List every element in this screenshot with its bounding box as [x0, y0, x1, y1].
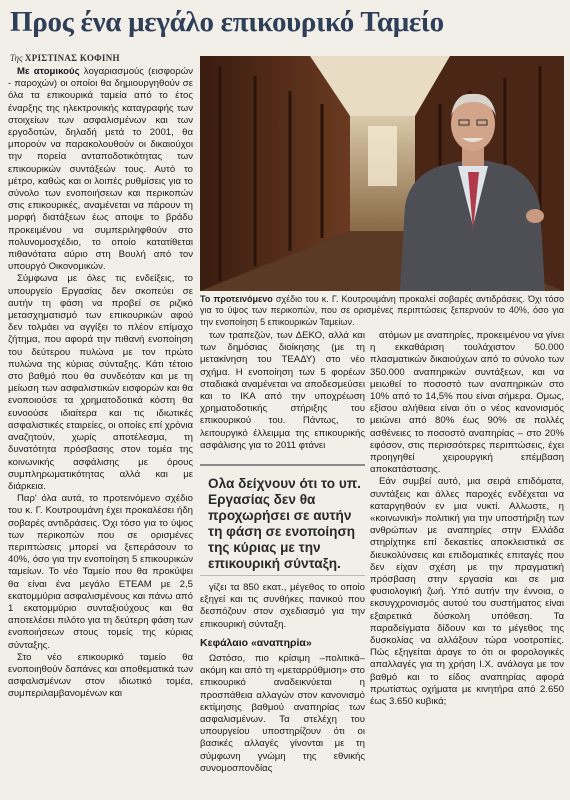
article-paragraph-8: ατόμων με αναπηρίες, προκειμένου να γίνει η εκκαθάριση τουλάχιστον 50.000 πλασματικών δικαιούχων από το σύνολο των 350.000 αναπηρικών συντάξεων, και να μειωθεί το ποσοστό των αναπηρικών στο 10% από το 14,5% που είναι σήμερα. Ομως, εξίσου αλήθεια είναι ότι ο νέος κανονισμός μειώνει από 80% έως 90% σε πολλές ασθένειες το ποσοστό αναπηρίας – στο 20% εφόσον, στις περισσότερες περιπτώσεις, έχει προηγηθεί χειρουργική επέμβαση αποκατάστασης.: [370, 330, 564, 476]
article-column-2-bottom: [200, 582, 365, 798]
article-column-3: [370, 330, 564, 798]
byline-author: ΧΡΙΣΤΙΝΑΣ ΚΟΦΙΝΗ: [24, 53, 120, 63]
article-paragraph-2: Σύμφωνα με όλες τις ενδείξεις, το υπουργείο Εργασίας δεν σκοπεύει σε αυτήν τη φάση να προβεί σε ριζικό μετασχηματισμό των επικουρικών αφού δεν τολμάει να αγγίξει το πλέον επίμαχο ζήτημα, που αφορά την πιθανή ενοποίηση του δεύτερου πυλώνα με τον πρώτο πυλώνα της κύριας σύνταξης. Κάτι τέτοιο στο βαθμό που θα συνδεόταν και με τη μείωση των ασφαλιστικών εισφορών και θα ενοποιούσε τα χρηματοδοτικά κόστη θα ευνοούσε ιδιαίτερα και τις ιδιωτικές ασφαλιστικές εταιρείες, οι οποίες επί χρόνια αναζητούν, χωρίς αποτέλεσμα, τη δυνατότητα πρόσβασης στον τομέα της κοινωνικής ασφάλισης με όρους συμπληρωματικότητας αλλά και με διάρκεια.: [8, 273, 193, 492]
article-column-2-top: [200, 330, 365, 460]
article-paragraph-9: Εάν συμβεί αυτό, μια σειρά επιδόματα, συντάξεις και άλλες παροχές ενδέχεται να καταργηθούν εν μια νυκτί. Αλλωστε, η «κοινωνική» πολιτική για την υποστήριξη των ανθρώπων με αναπηρίες στην Ελλάδα στηρίχτηκε επί δεκαετίες αποκλειστικά σε διευκολύνσεις και επιδοματικές επιταγές που δεν είχαν σχέση με την πραγματική πρόσβαση στην εργασία και σε μια φυσιολογική ζωή. Υπό αυτήν την έννοια, ο εκσυγχρονισμός αυτού του συστήματος είναι εξαιρετικά δύσκολη υπόθεση. Τα παραδείγματα δίδουν και το μέγεθος της δυσκολίας να αλλάξουν τώρα νοοτροπίες. Πώς εξηγείται άραγε το ότι οι φορολογικές απαλλαγές για τη χρήση Ι.Χ. ανάλογα με τον βαθμό και το είδος αναπηρίας αφορά πρωτίστως οχήματα με κινητήρα από 2.650 έως 3.650 κυβικά;: [370, 476, 564, 708]
article-paragraph-3: Παρ' όλα αυτά, το προτεινόμενο σχέδιο του κ. Γ. Κουτρουμάνη έχει προκαλέσει ήδη σοβαρές αντιδράσεις. Όχι τόσο για το ύψος των περικοπών που σε ορισμένες περιπτώσεις μπορεί να ξεπεράσουν το 40%, όσο για την ενοποίηση 5 επικουρικών ταμείων. Το νέο Ταμείο που θα προκύψει θα είναι ένα μεγάλο ΕΤΕΑΜ με 2,5 εκατομμύρια ασφαλισμένους και πάνω από 1 εκατομμύριο συνταξιούχους και θα αποτελέσει πιλότο για τη δεύτερη φάση των ενοποιήσεων στους τομείς της κύριας σύνταξης.: [8, 493, 193, 651]
section-subheading: Κεφάλαιο «αναπηρία»: [200, 636, 312, 649]
byline-prefix: Της: [10, 53, 23, 63]
photo-illustration: [200, 56, 564, 291]
byline: [10, 53, 200, 63]
article-paragraph-6: γίζει τα 850 εκατ., μέγεθος το οποίο εξηγεί και τις συνθήκες πανικού που δεσπόζουν στον σχεδιασμό για την επικουρική σύνταξη.: [200, 582, 365, 630]
article-headline: Προς ένα μεγάλο επικουρικό Ταμείο: [10, 6, 444, 38]
article-photo: [200, 56, 564, 291]
photo-caption: [200, 294, 564, 328]
article-paragraph-1: [8, 66, 193, 273]
caption-lead: Το προτεινόμενο: [200, 294, 273, 304]
article-paragraph-5: των τραπεζών, των ΔΕΚΟ, αλλά και των δημόσιας διοίκησης (με τη μετακίνηση του ΤΕΑΔΥ) στο νέο σχήμα. Η ενοποίηση των 5 φορέων σταδιακά αναμένεται να αποδεσμεύσει και το ΙΚΑ από την υποχρέωση χρηματοδοτικής στήριξης του επικουρικού του. Πάντως, το λειτουργικό έλλειμμα της επικουρικής ασφάλισης για το 2011 φτάνει: [200, 330, 365, 451]
article-paragraph-4: Στο νέο επικουρικό ταμείο θα ενοποιηθούν δαπάνες και αποθεματικά των ασφαλισμένων στον ιδιωτικό τομέα, συμπεριλαμβανομένων και: [8, 651, 193, 700]
article-column-1: [8, 66, 193, 796]
paragraph-1-text: λογαριασμούς (εισφορών - παροχών) οι οποίοι θα δημιουργηθούν σε όλα τα επικουρικά ταμεία από το έτος έναρξης της ηλεκτρονικής καταγραφής των στοιχείων των ασφαλισμένων και των εργοδοτών, δηλαδή μετά το 2001, θα μπορούν να παρακολουθούν οι δικαιούχοι την πορεία ανταποδοτικότητας των επικουρικών συντάξεών τους. Αυτό το μέτρο, καθώς και οι λοιπές ρυθμίσεις για το σύνολο των ενοποιήσεων και περικοπών στις επικουρικές, αναμένεται να πάρουν τη μορφή διατάξεων έως αποψε το βράδυ προκειμένου να συμπεριληφθούν στο πολυνομοσχέδιο, το οποίο κατατίθεται πιθανότατα αύριο στη Βουλή από τον υπουργό Οικονομικών.: [8, 66, 193, 273]
pull-quote: [200, 464, 365, 576]
pull-quote-divider: [200, 575, 365, 576]
caption-text: σχέδιο του κ. Γ. Κουτρουμάνη προκαλεί σοβαρές αντιδράσεις. Όχι τόσο για το ύψος των περικοπών, που σε ορισμένες περιπτώσεις ξεπερνούν το 40%, όσο για την ενοποίηση 5 επικουρικών Ταμείων.: [200, 294, 565, 327]
article-paragraph-7: Ωστόσο, πιο κρίσιμη –πολιτικά– ακόμη και από τη «μεταρρύθμιση» στο επικουρικό αναδεικνύεται η προσπάθεια αλλαγών στον κανονισμό εκτίμησης βαθμού αναπηρίας των ασφαλισμένων. Τα στελέχη του υπουργείου υποστηρίζουν ότι οι βασικές αλλαγές γίνονται με τη σύμφωνη γνώμη της εθνικής συνομοσπονδίας: [200, 653, 365, 774]
lead-in: Με ατομικούς: [17, 66, 80, 77]
pull-quote-text: Ολα δείχνουν ότι το υπ. Εργασίας δεν θα προχωρήσει σε αυτήν τη φάση σε ενοποίηση της κύριας με την επικουρική σύνταξη.: [208, 476, 361, 571]
